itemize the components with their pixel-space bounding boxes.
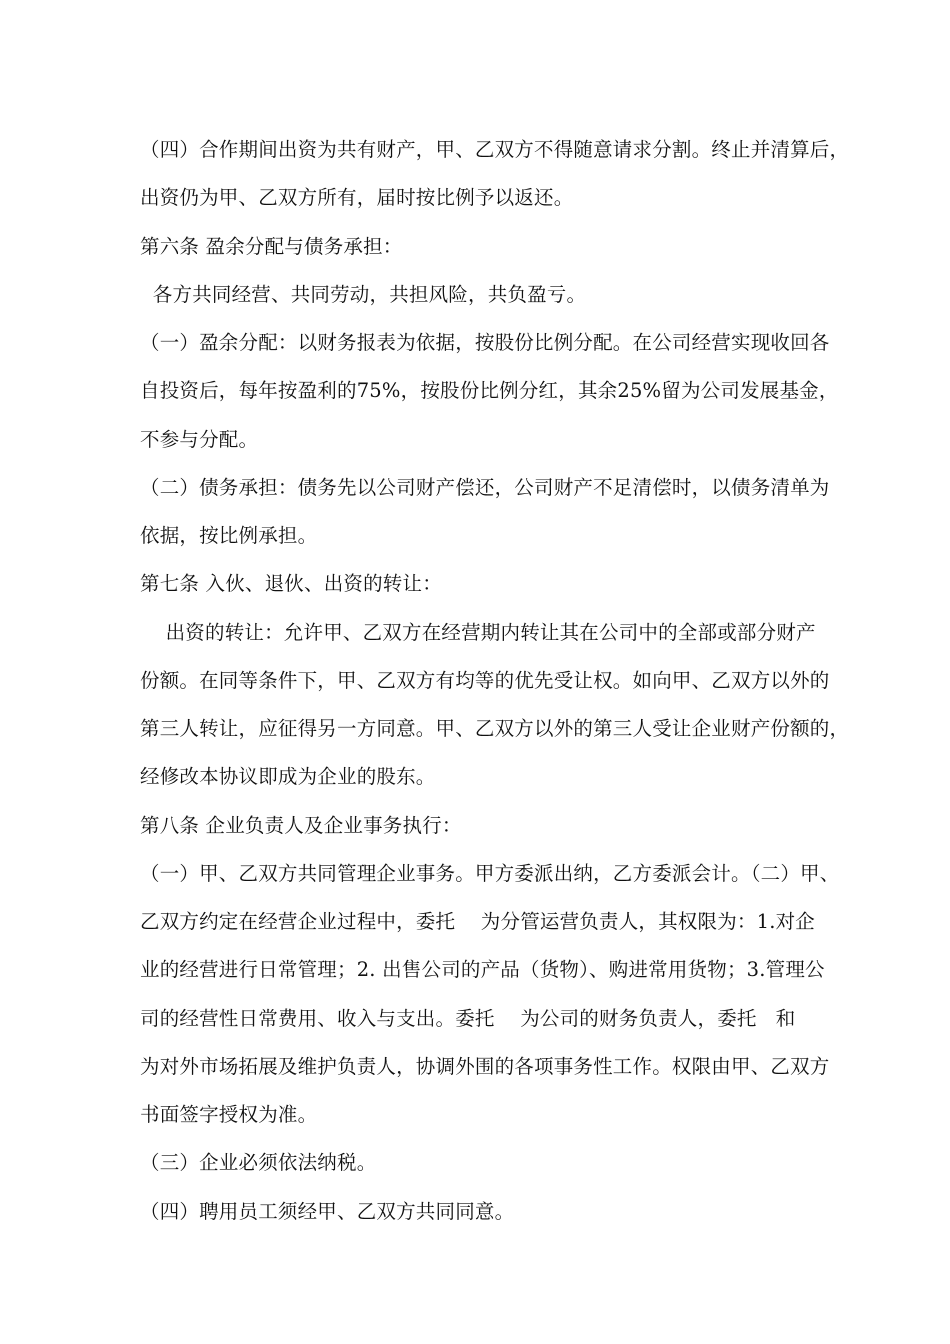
text-line: 第三人转让，应征得另一方同意。甲、乙双方以外的第三人受让企业财产份额的， xyxy=(140,717,850,740)
text-line: （一）甲、乙双方共同管理企业事务。甲方委派出纳，乙方委派会计。（二）甲、 xyxy=(140,861,840,885)
text-line: （四）聘用员工须经甲、乙双方共同同意。 xyxy=(140,1199,515,1223)
text-line: 乙双方约定在经营企业过程中，委托 为分管运营负责人，其权限为：1.对企 xyxy=(140,910,815,933)
text-line: （二）债务承担：债务先以公司财产偿还，公司财产不足清偿时，以债务清单为 xyxy=(140,475,830,499)
text-line: （三）企业必须依法纳税。 xyxy=(140,1151,377,1175)
text-line: 经修改本协议即成为企业的股东。 xyxy=(140,765,436,789)
text-line: 依据，按比例承担。 xyxy=(140,524,318,547)
document-body xyxy=(140,126,850,1236)
text-line: 份额。在同等条件下，甲、乙双方有均等的优先受让权。如向甲、乙双方以外的 xyxy=(140,668,830,692)
text-line: 业的经营进行日常管理；2. 出售公司的产品（货物）、购进常用货物；3.管理公 xyxy=(140,958,825,982)
text-line: 为对外市场拓展及维护负责人，协调外围的各项事务性工作。权限由甲、乙双方 xyxy=(140,1054,830,1078)
text-line: 各方共同经营、共同劳动，共担风险，共负盈亏。 xyxy=(140,282,587,306)
text-line: 出资的转让：允许甲、乙双方在经营期内转让其在公司中的全部或部分财产 xyxy=(140,620,816,644)
text-line: 不参与分配。 xyxy=(140,427,259,451)
text-line: 出资仍为甲、乙双方所有，届时按比例予以返还。 xyxy=(140,186,574,210)
text-line: （一）盈余分配：以财务报表为依据，按股份比例分配。在公司经营实现收回各 xyxy=(140,331,830,354)
text-line: （四）合作期间出资为共有财产，甲、乙双方不得随意请求分割。终止并清算后， xyxy=(140,138,850,161)
article-heading: 第六条 盈余分配与债务承担： xyxy=(140,234,403,258)
article-heading: 第八条 企业负责人及企业事务执行： xyxy=(140,813,462,837)
text-line: 书面签字授权为准。 xyxy=(140,1103,318,1126)
text-line: 司的经营性日常费用、收入与支出。委托 为公司的财务负责人，委托 和 xyxy=(140,1006,796,1030)
article-heading: 第七条 入伙、退伙、出资的转让： xyxy=(140,572,442,596)
text-line: 自投资后，每年按盈利的75%，按股份比例分红，其余25%留为公司发展基金， xyxy=(140,379,839,403)
